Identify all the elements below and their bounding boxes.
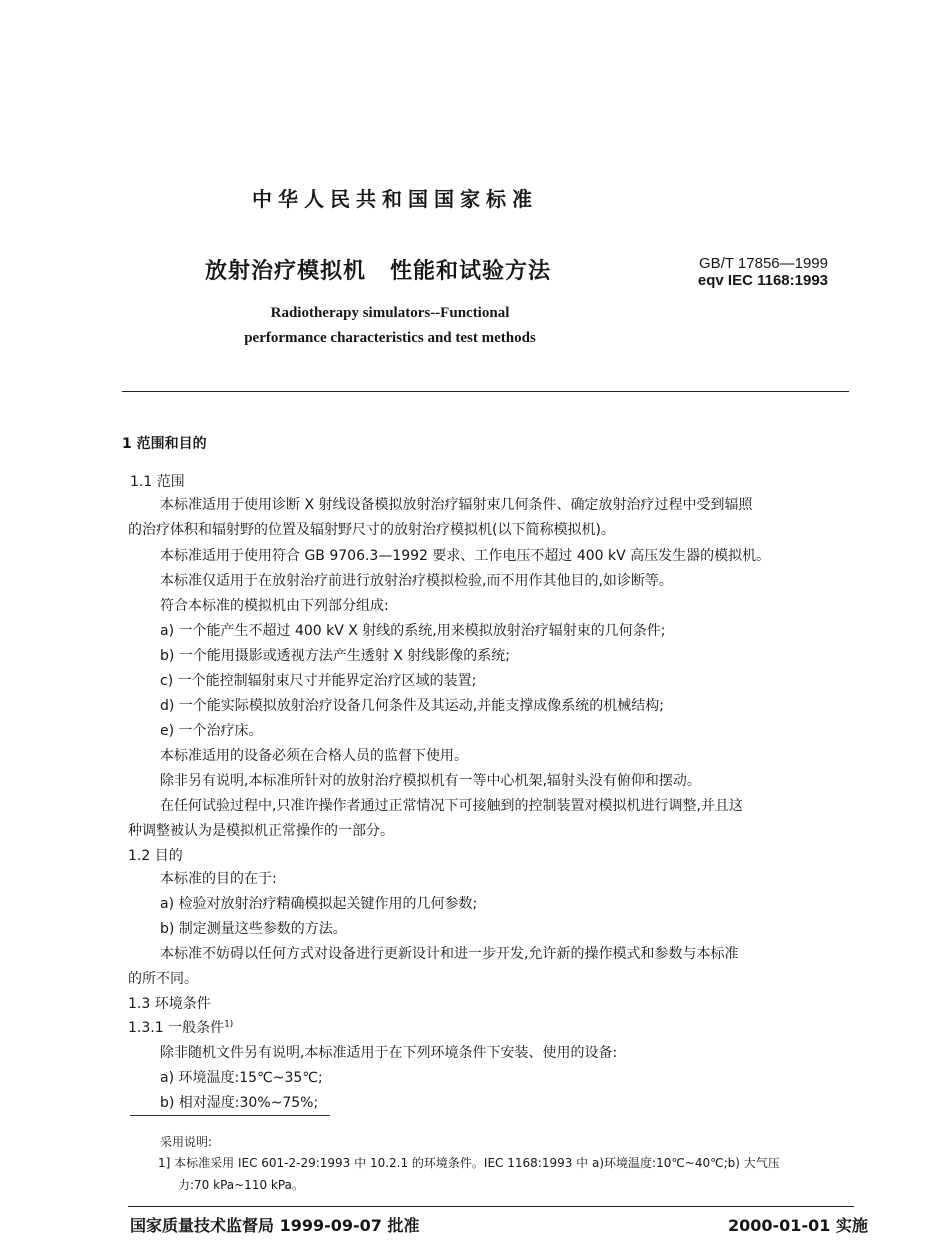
title-en-line1: Radiotherapy simulators--Functional (270, 305, 510, 321)
scope-paragraph-1-line1: 本标准适用于使用诊断 X 射线设备模拟放射治疗辐射束几何条件、确定放射治疗过程中受到辐照 (160, 497, 753, 513)
purpose-item-a: a) 检验对放射治疗精确模拟起关键作用的几何参数; (160, 896, 478, 912)
header-divider (122, 391, 849, 392)
environment-item-b: b) 相对湿度:30%~75%; (160, 1095, 319, 1111)
environment-paragraph-1: 除非随机文件另有说明,本标准适用于在下列环境条件下安装、使用的设备: (160, 1045, 618, 1061)
document-title-cn (205, 254, 551, 285)
component-item-c: c) 一个能控制辐射束尺寸并能界定治疗区域的装置; (160, 673, 477, 689)
environment-item-a: a) 环境温度:15℃~35℃; (160, 1070, 323, 1086)
document-title-en (0, 301, 780, 351)
standard-code: GB/T 17856—1999 (699, 255, 828, 272)
standard-code-block (656, 255, 828, 289)
scope-paragraph-1-line2: 的治疗体积和辐射野的位置及辐射野尺寸的放射治疗模拟机(以下简称模拟机)。 (128, 522, 615, 538)
scope-paragraph-7-line1: 在任何试验过程中,只准许操作者通过正常情况下可接触到的控制装置对模拟机进行调整,并且这 (160, 798, 743, 814)
scope-paragraph-6: 除非另有说明,本标准所针对的放射治疗模拟机有一等中心机架,辐射头没有俯仰和摆动。 (160, 773, 701, 789)
scope-paragraph-7-line2: 种调整被认为是模拟机正常操作的一部分。 (128, 823, 394, 839)
footnote-line2: 力:70 kPa~110 kPa。 (178, 1178, 304, 1192)
component-item-d: d) 一个能实际模拟放射治疗设备几何条件及其运动,并能支撑成像系统的机械结构; (160, 698, 664, 714)
component-item-e: e) 一个治疗床。 (160, 723, 263, 739)
scope-paragraph-4: 符合本标准的模拟机由下列部分组成: (160, 598, 389, 614)
section-1-2-heading: 1.2 目的 (128, 848, 183, 864)
purpose-item-b: b) 制定测量这些参数的方法。 (160, 921, 347, 937)
section-1-3-1-heading (128, 1017, 233, 1037)
effective-date: 2000-01-01 实施 (728, 1216, 868, 1235)
scope-paragraph-3: 本标准仅适用于在放射治疗前进行放射治疗模拟检验,而不用作其他目的,如诊断等。 (160, 573, 673, 589)
purpose-paragraph-1: 本标准的目的在于: (160, 871, 277, 887)
purpose-paragraph-2-line1: 本标准不妨碍以任何方式对设备进行更新设计和进一步开发,允许新的操作模式和参数与本标准 (160, 946, 739, 962)
footnote-line1: 1] 本标准采用 IEC 601-2-29:1993 中 10.2.1 的环境条件。IEC 1168:1993 中 a)环境温度:10℃~40℃;b) 大气压 (158, 1156, 780, 1170)
section-1-1-heading: 1.1 范围 (130, 474, 185, 490)
scope-paragraph-5: 本标准适用的设备必须在合格人员的监督下使用。 (160, 748, 468, 764)
component-item-b: b) 一个能用摄影或透视方法产生透射 X 射线影像的系统; (160, 648, 511, 664)
section-1-3-heading: 1.3 环境条件 (128, 996, 211, 1012)
title-en-line2: performance characteristics and test methods (244, 330, 536, 346)
footnote-divider (130, 1115, 330, 1116)
component-item-a: a) 一个能产生不超过 400 kV X 射线的系统,用来模拟放射治疗辐射束的几何条件; (160, 623, 666, 639)
section-1-heading: 1 范围和目的 (122, 436, 207, 452)
purpose-paragraph-2-line2: 的所不同。 (128, 971, 198, 987)
footer-divider (128, 1206, 854, 1207)
general-conditions-label: 1.3.1 一般条件 (128, 1020, 225, 1036)
national-standard-heading: 中华人民共和国国家标准 (252, 187, 538, 211)
title-cn-part2: 性能和试验方法 (390, 259, 552, 284)
equivalent-standard: eqv IEC 1168:1993 (697, 272, 828, 289)
scope-paragraph-2: 本标准适用于使用符合 GB 9706.3—1992 要求、工作电压不超过 400 kV 高压发生器的模拟机。 (160, 548, 771, 564)
footnote-label: 采用说明: (160, 1135, 213, 1149)
title-cn-part1: 放射治疗模拟机 (205, 259, 367, 284)
approval-info: 国家质量技术监督局 1999-09-07 批准 (130, 1216, 420, 1235)
footnote-ref-1: 1) (224, 1019, 234, 1030)
